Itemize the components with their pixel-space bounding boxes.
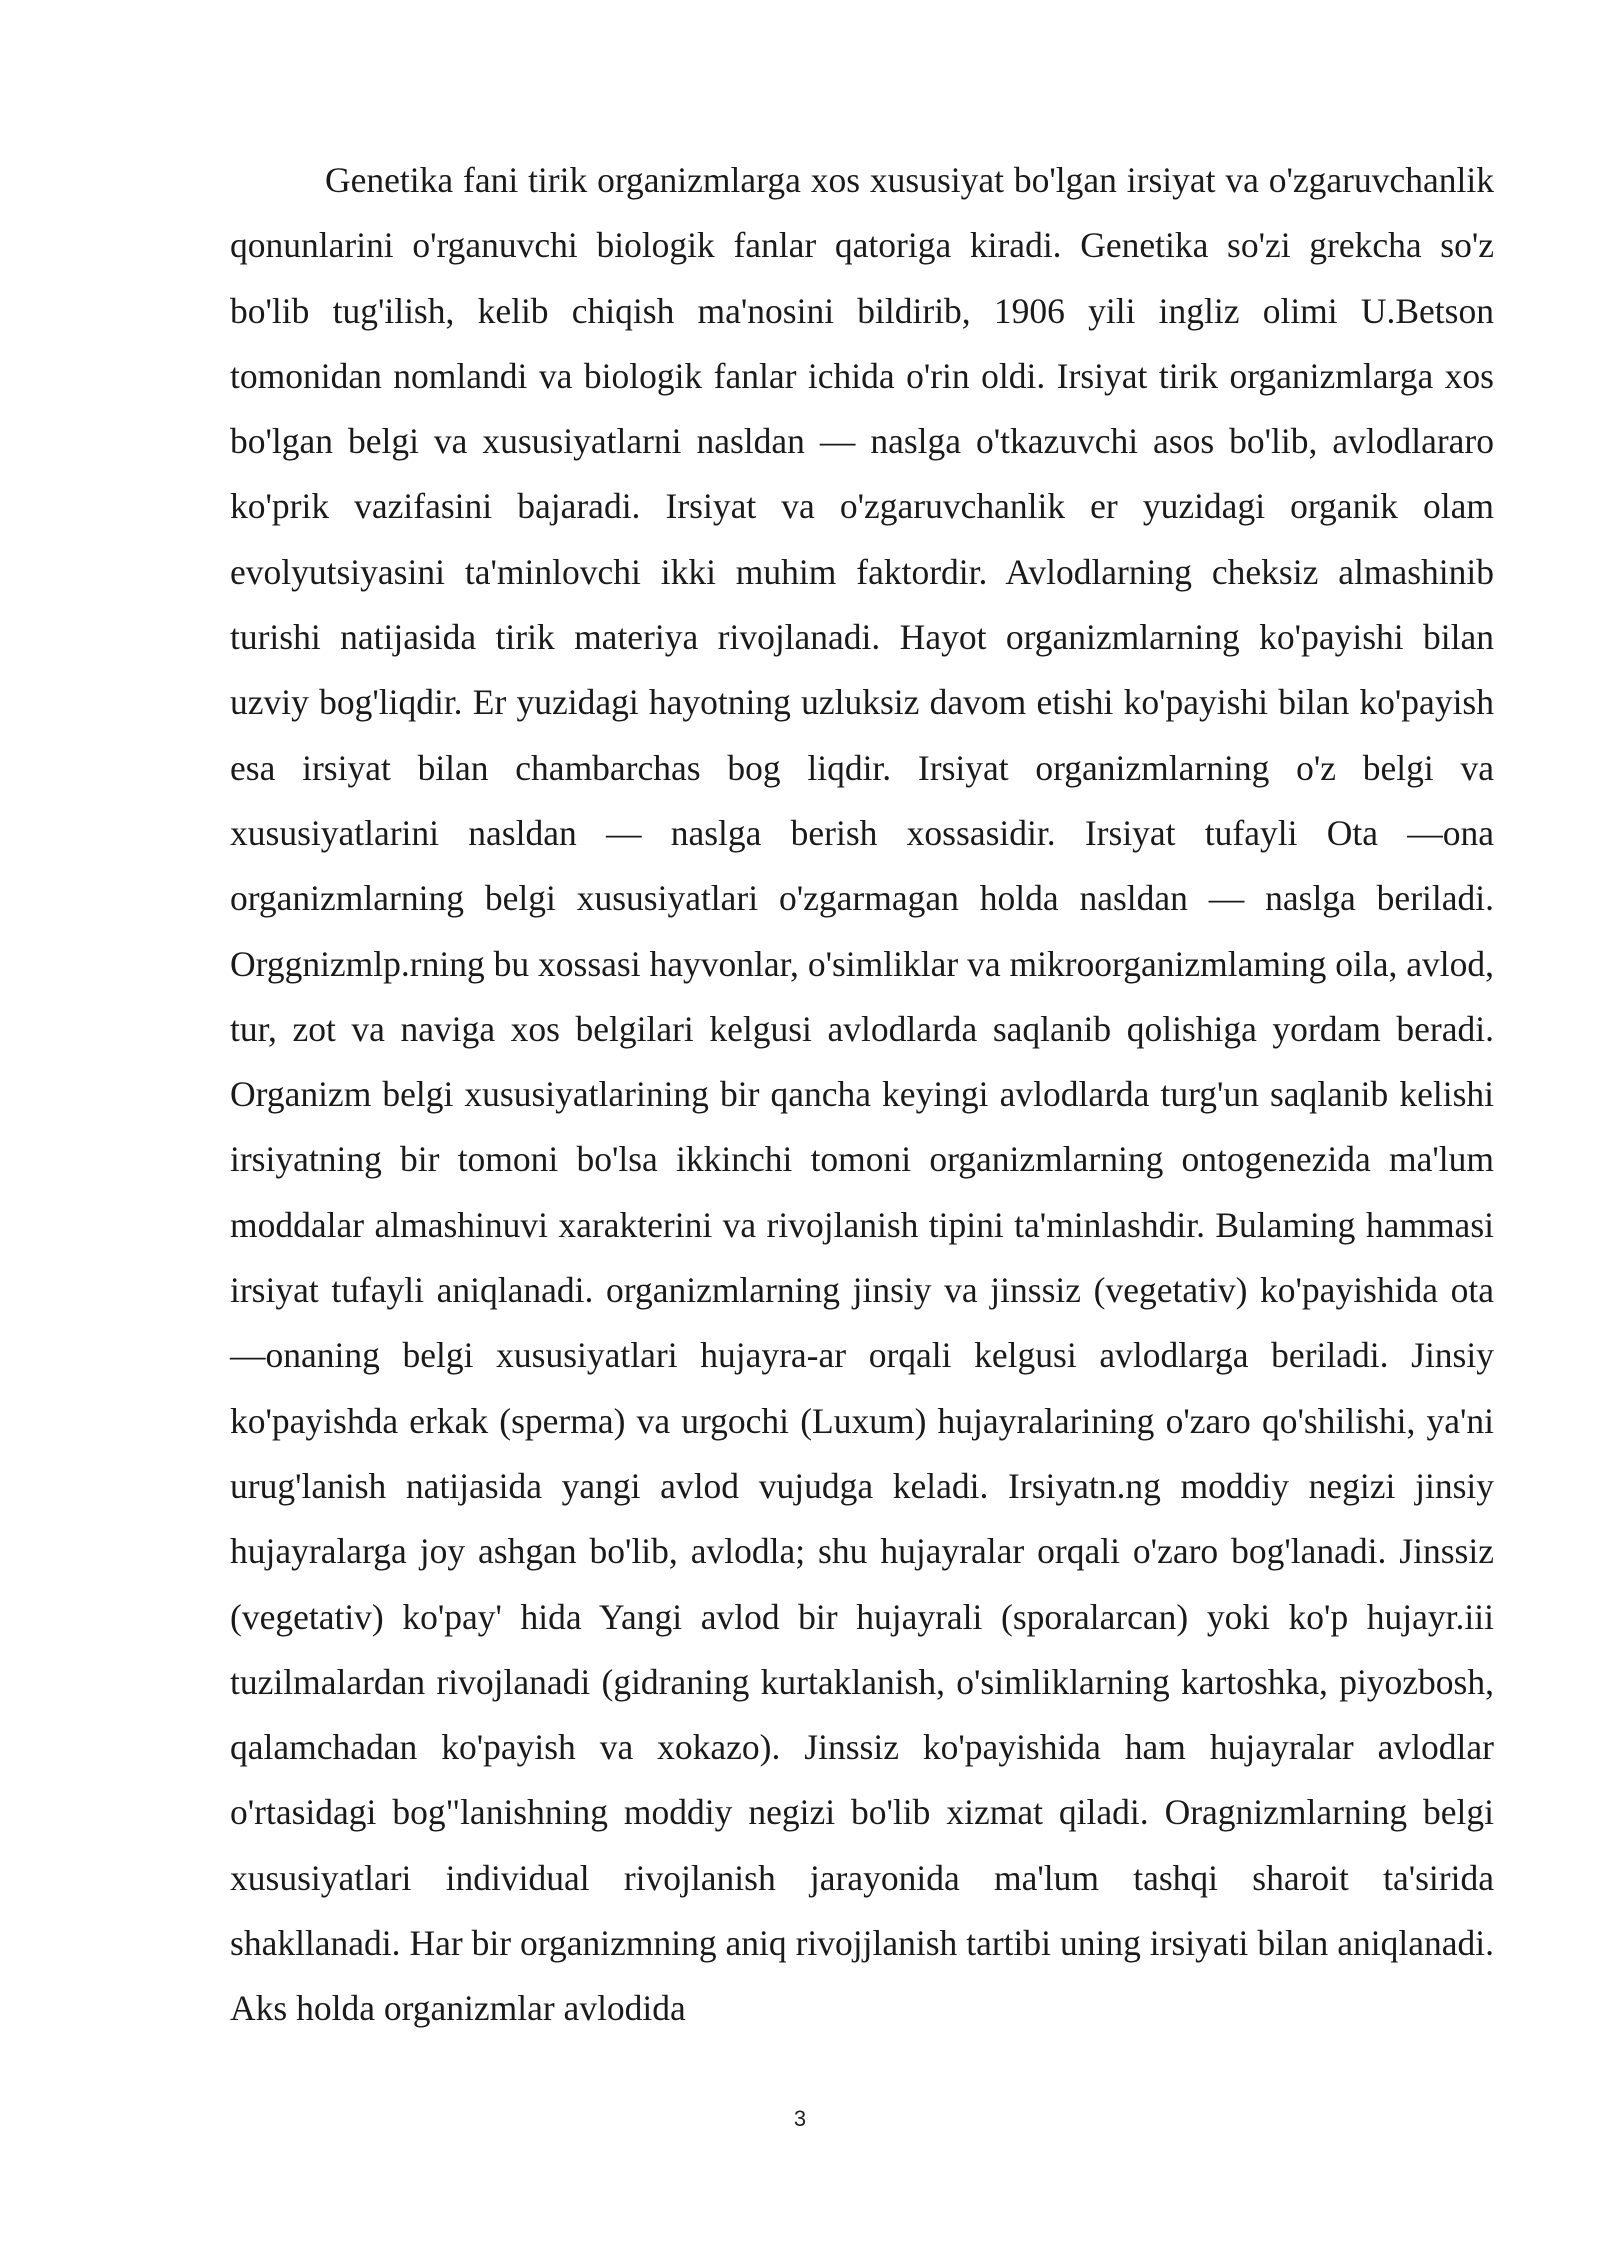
page-number: 3	[793, 2106, 807, 2131]
body-paragraph: Genetika fani tirik organizmlarga xos xususiyat bo'lgan irsiyat va o'zgaruvchanlik qonunlarini o'rganuvchi biologik fanlar qatoriga kiradi. Genetika so'zi grekcha so'z bo'lib tug'ilish, kelib chiqish ma'nosini bildirib, 1906 yili ingliz olimi U.Betson tomonidan nomlandi va biologik fanlar ichida o'rin oldi. Irsiyat tirik organizmlarga xos bo'lgan belgi va xususiyatlarni nasldan — naslga o'tkazuvchi asos bo'lib, avlodlararo ko'prik vazifasini bajaradi. Irsiyat va o'zgaruvchanlik er yuzidagi organik olam evolyutsiyasini ta'minlovchi ikki muhim faktordir. Avlodlarning cheksiz almashinib turishi natijasida tirik materiya rivojlanadi. Hayot organizmlarning ko'payishi bilan uzviy bog'liqdir. Er yuzidagi hayotning uzluksiz davom etishi ko'payishi bilan ko'payish esa irsiyat bilan chambarchas bog liqdir. Irsiyat organizmlarning o'z belgi va xususiyatlarini nasldan — naslga berish xossasidir. Irsiyat tufayli Ota —ona organizmlarning belgi xususiyatlari o'zgarmagan holda nasldan — naslga beriladi. Orggnizmlp.rning bu xossasi hayvonlar, o'simliklar va mikroorganizmlaming oila, avlod, tur, zot va naviga xos belgilari kelgusi avlodlarda saqlanib qolishiga yordam beradi. Organizm belgi xususiyatlarining bir qancha keyingi avlodlarda turg'un saqlanib kelishi irsiyatning bir tomoni bo'lsa ikkinchi tomoni organizmlarning ontogenezida ma'lum moddalar almashinuvi xarakterini va rivojlanish tipini ta'minlashdir. Bulaming hammasi irsiyat tufayli aniqlanadi. organizmlarning jinsiy va jinssiz (vegetativ) ko'payishida ota —onaning belgi xususiyatlari hujayra-ar orqali kelgusi avlodlarga beriladi. Jinsiy ko'payishda erkak (sperma) va urgochi (Luxum) hujayralarining o'zaro qo'shilishi, ya'ni urug'lanish natijasida yangi avlod vujudga keladi. Irsiyatn.ng moddiy negizi jinsiy hujayralarga joy ashgan bo'lib, avlodla; shu hujayralar orqali o'zaro bog'lanadi. Jinssiz (vegetativ) ko'pay' hida Yangi avlod bir hujayrali (sporalarcan) yoki ko'p hujayr.iii tuzilmalardan rivojlanadi (gidraning kurtaklanish, o'simliklarning kartoshka, piyozbosh, qalamchadan ko'payish va xokazo). Jinssiz ko'payishida ham hujayralar avlodlar o'rtasidagi bog"lanishning moddiy negizi bo'lib xizmat qiladi. Oragnizmlarning belgi xususiyatlari individual rivojlanish jarayonida ma'lum tashqi sharoit ta'sirida shakllanadi. Har bir organizmning aniq rivojjlanish tartibi uning irsiyati bilan aniqlanadi. Aks holda organizmlar avlodida	[230, 160, 1494, 2029]
